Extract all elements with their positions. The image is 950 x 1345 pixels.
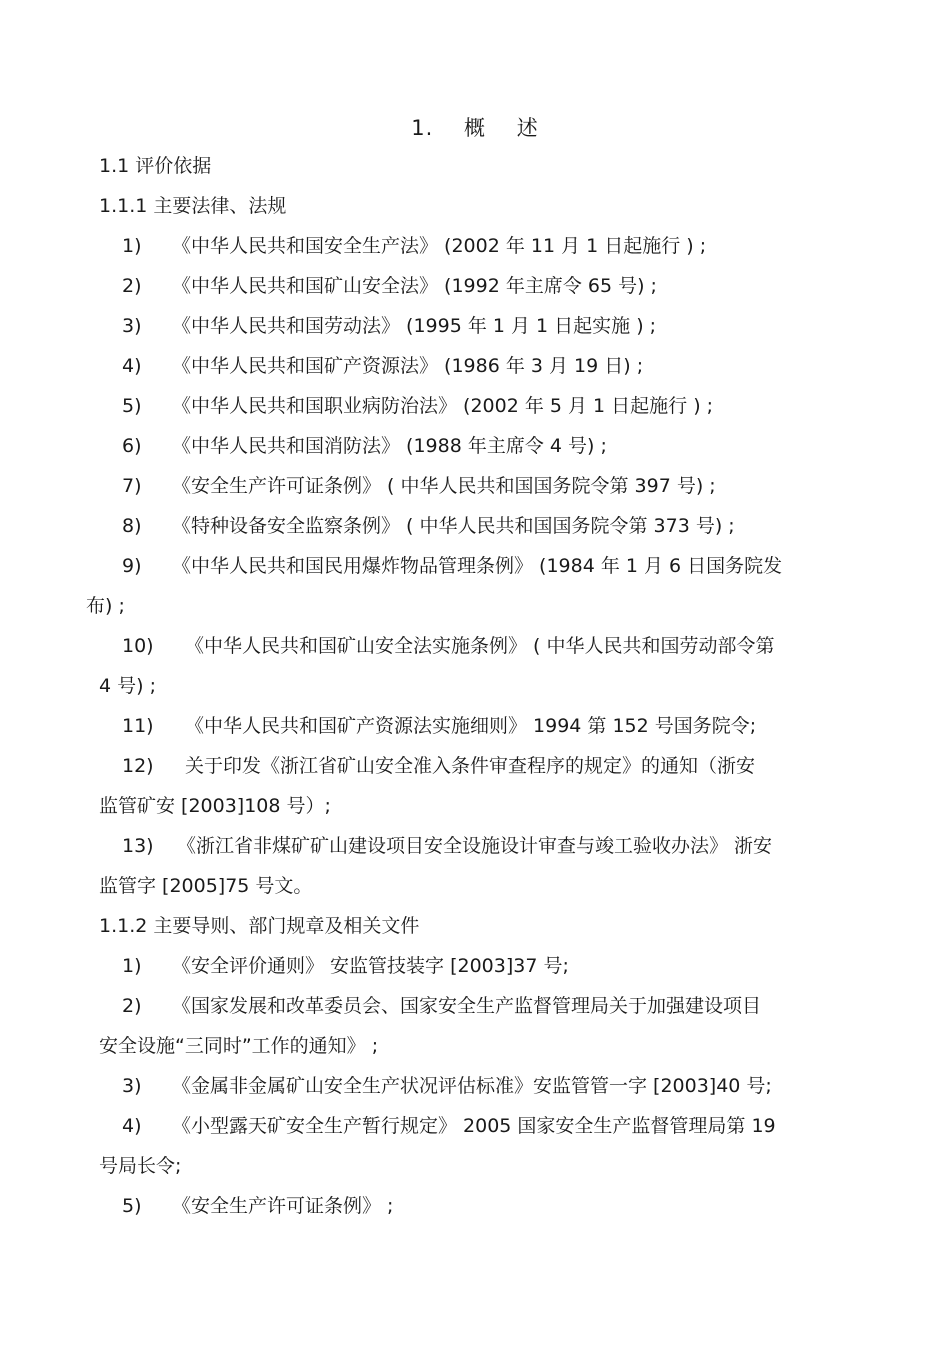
section-heading-1-1-2: 1.1.2 主要导则、部门规章及相关文件 — [99, 915, 420, 937]
list-item-number: 9) — [122, 555, 142, 577]
list-item-number: 5) — [122, 395, 142, 417]
section-heading-1-1: 1.1 评价依据 — [99, 155, 212, 177]
list-item-text: 《小型露天矿安全生产暂行规定》 2005 国家安全生产监督管理局第 19 — [172, 1115, 776, 1137]
list-item-number: 7) — [122, 475, 142, 497]
list-item-continuation: 安全设施“三同时”工作的通知》 ; — [99, 1035, 379, 1057]
list-item-number: 1) — [122, 955, 142, 977]
list-item-text: 《中华人民共和国消防法》 (1988 年主席令 4 号) ; — [172, 435, 607, 457]
list-item-text: 《中华人民共和国矿产资源法》 (1986 年 3 月 19 日) ; — [172, 355, 644, 377]
list-item-number: 4) — [122, 355, 142, 377]
list-item-text: 《安全评价通则》 安监管技装字 [2003]37 号; — [172, 955, 569, 977]
list-item-number: 12) — [122, 755, 154, 777]
list-item-text: 《中华人民共和国职业病防治法》 (2002 年 5 月 1 日起施行 ) ; — [172, 395, 714, 417]
list-item-text: 关于印发《浙江省矿山安全准入条件审查程序的规定》的通知（浙安 — [185, 755, 756, 777]
list-item-number: 3) — [122, 315, 142, 337]
list-item-text: 《特种设备安全监察条例》 ( 中华人民共和国国务院令第 373 号) ; — [172, 515, 735, 537]
list-item-text: 《国家发展和改革委员会、国家安全生产监督管理局关于加强建设项目 — [172, 995, 762, 1017]
list-item-number: 3) — [122, 1075, 142, 1097]
list-item-text: 《中华人民共和国安全生产法》 (2002 年 11 月 1 日起施行 ) ; — [172, 235, 707, 257]
list-item-number: 2) — [122, 275, 142, 297]
list-item-text: 《中华人民共和国矿产资源法实施细则》 1994 第 152 号国务院令; — [185, 715, 757, 737]
list-item-text: 《浙江省非煤矿矿山建设项目安全设施设计审查与竣工验收办法》 浙安 — [177, 835, 773, 857]
list-item-continuation: 监管矿安 [2003]108 号）; — [99, 795, 331, 817]
list-item-text: 《安全生产许可证条例》 ( 中华人民共和国国务院令第 397 号) ; — [172, 475, 716, 497]
list-item-number: 5) — [122, 1195, 142, 1217]
list-item-number: 4) — [122, 1115, 142, 1137]
list-item-text: 《安全生产许可证条例》 ; — [172, 1195, 394, 1217]
list-item-number: 10) — [122, 635, 154, 657]
list-item-continuation: 布) ; — [86, 595, 125, 617]
list-item-text: 《金属非金属矿山安全生产状况评估标准》安监管管一字 [2003]40 号; — [172, 1075, 772, 1097]
list-item-text: 《中华人民共和国民用爆炸物品管理条例》 (1984 年 1 月 6 日国务院发 — [172, 555, 783, 577]
list-item-number: 8) — [122, 515, 142, 537]
list-item-continuation: 4 号) ; — [99, 675, 156, 697]
list-item-number: 2) — [122, 995, 142, 1017]
list-item-text: 《中华人民共和国劳动法》 (1995 年 1 月 1 日起实施 ) ; — [172, 315, 657, 337]
list-item-continuation: 监管字 [2005]75 号文。 — [99, 875, 313, 897]
list-item-number: 11) — [122, 715, 154, 737]
list-item-number: 13) — [122, 835, 154, 857]
section-heading-1-1-1: 1.1.1 主要法律、法规 — [99, 195, 287, 217]
list-item-number: 6) — [122, 435, 142, 457]
page-title: 1. 概 述 — [411, 116, 539, 140]
list-item-text: 《中华人民共和国矿山安全法》 (1992 年主席令 65 号) ; — [172, 275, 657, 297]
list-item-continuation: 号局长令; — [99, 1155, 182, 1177]
list-item-number: 1) — [122, 235, 142, 257]
list-item-text: 《中华人民共和国矿山安全法实施条例》 ( 中华人民共和国劳动部令第 — [185, 635, 775, 657]
